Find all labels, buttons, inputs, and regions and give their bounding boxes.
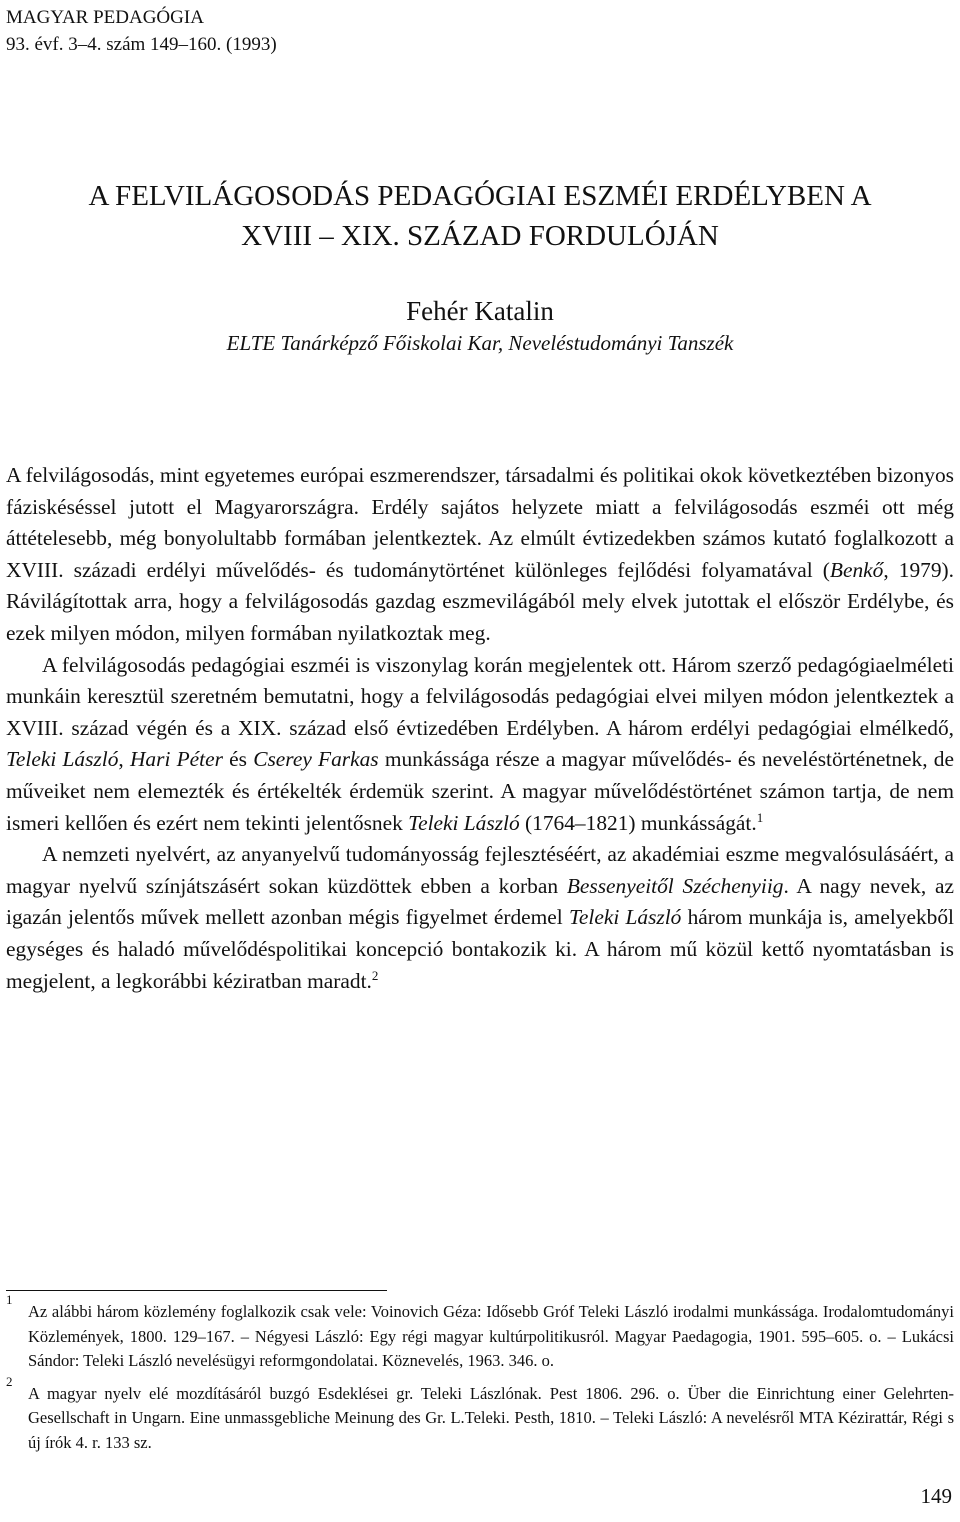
footnote-ref-1[interactable]: 1 xyxy=(756,809,764,825)
name-hari: Hari Péter xyxy=(129,747,223,772)
paragraph-2 xyxy=(6,650,954,840)
paragraph-3-text-a: A nemzeti nyelvért, az anyanyelvű tudományosság fejlesztéséért, az akadémiai eszme megvalósulásáért, a magyar nyelvű színjátszásért sokan küzdöttek ebben a korban xyxy=(6,842,954,898)
name-cserey: Cserey Farkas xyxy=(253,747,379,772)
journal-issue: 93. évf. 3–4. szám 149–160. (1993) xyxy=(6,34,277,55)
footnote-number: 2 xyxy=(6,1373,13,1389)
paragraph-1-text-a: A felvilágosodás, mint egyetemes európai eszmerendszer, társadalmi és politikai okok következtében bizonyos fáziskéséssel jutott el Magyarországra. Erdély sajátos helyzete miatt a felvilágosodás eszméi ott még áttételesebb, még bonyolultabb formában jelentkeztek. Az elmúlt évtizedekben számos kutató foglalkozott a XVIII. századi erdélyi művelődés- és tudománytörténet különleges fejlődési folyamatával ( xyxy=(6,463,954,582)
author-affiliation: ELTE Tanárképző Főiskolai Kar, Neveléstudományi Tanszék xyxy=(226,331,734,355)
paragraph-1-text-b: , 1979). Rávilágítottak arra, hogy a felvilágosodás gazdag eszmevilágából mely elvek jutottak el először Erdélybe, és ezek milyen módon, milyen formában nyilatkoztak meg. xyxy=(6,557,954,645)
paragraph-3 xyxy=(6,839,954,997)
title-line-1: A FELVILÁGOSODÁS PEDAGÓGIAI ESZMÉI ERDÉLYBEN A xyxy=(88,180,872,212)
journal-header xyxy=(6,4,277,58)
name-teleki: Teleki László xyxy=(6,747,119,772)
page-number: 149 xyxy=(920,1484,952,1508)
name-teleki: Teleki László xyxy=(568,905,682,930)
paragraph-2-text-b: munkássága része a magyar művelődés- és neveléstörténetnek, de műveiket nem elemezték és értékelték érdemük szerint. A magyar művelődéstörténet számon tartja, de nem ismeri kellően és ezért nem tekinti jelentősnek xyxy=(6,747,954,835)
paragraph-2-text-c: (1764–1821) munkásságát. xyxy=(519,810,757,835)
article-title xyxy=(0,176,960,256)
name-bessenyei-szechenyi: Bessenyeitől Széchenyiig xyxy=(566,873,784,898)
footnote-text: A magyar nyelv elé mozdításáról buzgó Esdeklései gr. Teleki Lászlónak. Pest 1806. 296. o. Über die Einrichtung einer Gelehrten-Gesellschaft in Ungarn. Eine unmassgebliche Meinung des Gr. L.Teleki. Pesth, 1810. – Teleki László: A nevelésről MTA Kézirattár, Régi s új írók 4. r. 133 sz. xyxy=(28,1383,954,1452)
footnote-text: Az alábbi három közlemény foglalkozik csak vele: Voinovich Géza: Idősebb Gróf Teleki László irodalmi munkássága. Irodalomtudományi Közlemények, 1800. 129–167. – Négyesi László: Egy régi magyar kultúrpolitikusról. Magyar Paedagogia, 1901. 595–605. o. – Lukácsi Sándor: Teleki László nevelésügyi reformgondolatai. Köznevelés, 1963. 346. o. xyxy=(28,1302,954,1370)
article-body xyxy=(6,460,954,997)
footnote-2 xyxy=(6,1373,954,1456)
journal-name: MAGYAR PEDAGÓGIA xyxy=(6,7,204,28)
citation-benko: Benkő xyxy=(829,557,884,582)
footnotes xyxy=(6,1292,954,1463)
paragraph-2-text-a: A felvilágosodás pedagógiai eszméi is viszonylag korán megjelentek ott. Három szerző pedagógiaelméleti munkáin keresztül szeretném bemutatni, hogy a felvilágosodás pedagógiai elvei milyen módon jelentkeztek a XVIII. század végén és a XIX. század első évtizedében Erdélyben. A három erdélyi pedagógiai elmélkedő, xyxy=(6,652,954,740)
name-teleki: Teleki László xyxy=(408,810,520,835)
title-line-2: XVIII – XIX. SZÁZAD FORDULÓJÁN xyxy=(241,220,719,252)
separator: , xyxy=(118,747,130,772)
footnote-number: 1 xyxy=(6,1292,13,1307)
paragraph-3-text-c: három munkája is, amelyekből egységes és haladó művelődéspolitikai koncepció bontakozik ki. A három mű közül kettő nyomtatásban is megjelent, a legkorábbi kéziratban maradt. xyxy=(6,905,954,993)
separator: és xyxy=(222,747,254,772)
footnote-divider xyxy=(6,1290,387,1291)
paragraph-1 xyxy=(6,460,954,650)
paragraph-3-text-b: . A nagy nevek, az igazán jelentős művek mellett azonban mégis figyelmet érdemel xyxy=(6,873,954,930)
footnote-ref-2[interactable]: 2 xyxy=(371,967,379,983)
author-name: Fehér Katalin xyxy=(406,296,554,326)
footnote-1 xyxy=(6,1292,954,1374)
